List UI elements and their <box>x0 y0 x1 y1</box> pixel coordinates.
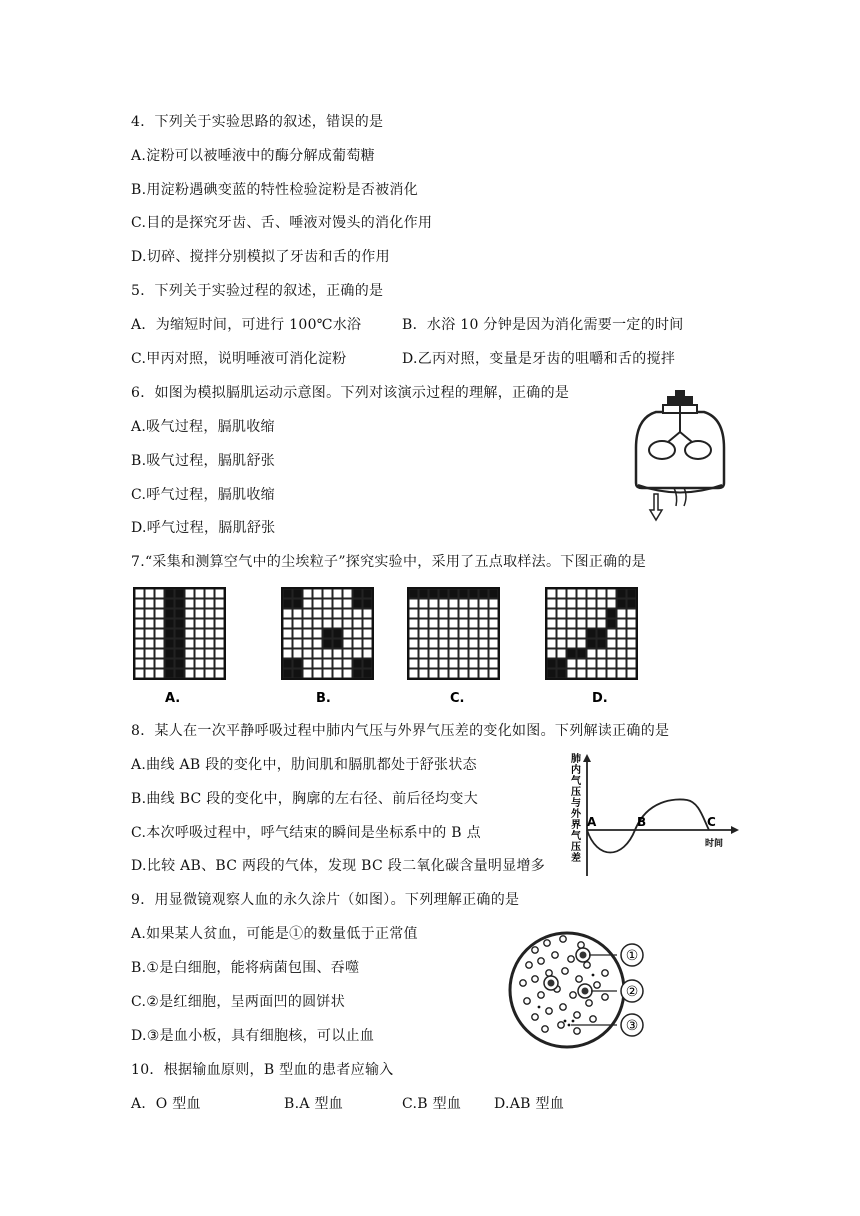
q4-stem: 4．下列关于实验思路的叙述，错误的是 <box>131 114 384 130</box>
cell-nucleus <box>580 952 587 959</box>
red-blood-cell <box>538 958 544 964</box>
red-blood-cell <box>560 1004 566 1010</box>
grid-b <box>282 588 373 679</box>
platelet <box>592 974 595 977</box>
grid-label-b: B. <box>316 691 331 706</box>
red-blood-cell <box>602 994 608 1000</box>
q5-option-d: D.乙丙对照，变量是牙齿的咀嚼和舌的搅拌 <box>402 351 676 367</box>
q4-option-a: A.淀粉可以被唾液中的酶分解成葡萄糖 <box>131 148 375 164</box>
microscope-field <box>510 933 624 1047</box>
q8-option-b: B.曲线 BC 段的变化中，胸廓的左右径、前后径均变大 <box>131 791 478 807</box>
q4-option-b: B.用淀粉遇碘变蓝的特性检验淀粉是否被消化 <box>131 182 419 198</box>
q7-stem: 7.“采集和测算空气中的尘埃粒子”探究实验中，采用了五点取样法。下图正确的是 <box>131 554 647 570</box>
red-blood-cell <box>574 1012 580 1018</box>
cell-nucleus <box>548 980 555 987</box>
red-blood-cell <box>584 962 590 968</box>
platelet <box>538 1006 541 1009</box>
red-blood-cell <box>552 952 558 958</box>
sampling-grids-figure <box>125 583 655 709</box>
cell-nucleus <box>582 988 589 995</box>
red-blood-cell <box>546 1008 552 1014</box>
q9-option-b: B.①是白细胞，能将病菌包围、吞噬 <box>131 960 360 976</box>
blood-smear-figure <box>505 925 665 1055</box>
q6-option-c: C.呼气过程，膈肌收缩 <box>131 487 275 503</box>
grid-label-c: C. <box>450 691 465 706</box>
q5-option-b: B．水浴 10 分钟是因为消化需要一定的时间 <box>402 317 684 333</box>
point-c-label: C <box>707 815 716 829</box>
svg-text:①: ① <box>625 948 639 964</box>
red-blood-cell <box>558 1022 564 1028</box>
q6-stem: 6．如图为模拟膈肌运动示意图。下列对该演示过程的理解，正确的是 <box>131 385 570 401</box>
q6-option-d: D.呼气过程，膈肌舒张 <box>131 520 276 536</box>
red-blood-cell <box>602 970 608 976</box>
platelet <box>564 1020 567 1023</box>
grid-d <box>546 588 637 679</box>
pressure-difference-graph <box>563 752 743 880</box>
grid-label-a: A. <box>165 691 181 706</box>
q8-option-d: D.比较 AB、BC 两段的气体，发现 BC 段二氧化碳含量明显增多 <box>131 858 546 874</box>
q5-stem: 5．下列关于实验过程的叙述，正确的是 <box>131 283 384 299</box>
red-blood-cell <box>532 976 538 982</box>
red-blood-cell <box>576 976 582 982</box>
bell-jar-diaphragm-model <box>628 388 738 528</box>
q10-option-c: C.B 型血 <box>402 1096 462 1112</box>
red-blood-cell <box>590 1016 596 1022</box>
red-blood-cell <box>524 998 530 1004</box>
svg-text:③: ③ <box>625 1018 639 1034</box>
grid-c <box>408 588 499 679</box>
q4-option-d: D.切碎、搅拌分别模拟了牙齿和舌的作用 <box>131 249 390 265</box>
q6-option-b: B.吸气过程，膈肌舒张 <box>131 453 276 469</box>
point-a-label: A <box>587 815 597 829</box>
q10-stem: 10．根据输血原则，B 型血的患者应输入 <box>131 1062 394 1078</box>
q10-option-a: A．O 型血 <box>131 1096 201 1112</box>
q5-option-a: A．为缩短时间，可进行 100℃水浴 <box>131 317 362 333</box>
red-blood-cell <box>546 970 552 976</box>
red-blood-cell <box>532 947 538 953</box>
pressure-curve <box>587 799 709 852</box>
red-blood-cell <box>568 956 574 962</box>
red-blood-cell <box>578 942 584 948</box>
platelet <box>572 1020 575 1023</box>
red-blood-cell <box>594 982 600 988</box>
graph-x-axis-label: 时间 <box>705 839 724 849</box>
svg-text:②: ② <box>625 984 639 1000</box>
red-blood-cell <box>532 1014 538 1020</box>
platelet <box>568 1024 571 1027</box>
red-blood-cell <box>562 968 568 974</box>
q5-option-c: C.甲丙对照，说明唾液可消化淀粉 <box>131 351 347 367</box>
red-blood-cell <box>520 980 526 986</box>
q6-option-a: A.吸气过程，膈肌收缩 <box>131 419 275 435</box>
q4-option-c: C.目的是探究牙齿、舌、唾液对馒头的消化作用 <box>131 215 433 231</box>
q8-option-c: C.本次呼吸过程中，呼气结束的瞬间是坐标系中的 B 点 <box>131 825 481 841</box>
q10-option-b: B.A 型血 <box>284 1096 344 1112</box>
red-blood-cell <box>526 962 532 968</box>
red-blood-cell <box>538 992 544 998</box>
q9-option-c: C.②是红细胞，呈两面凹的圆饼状 <box>131 994 346 1010</box>
q9-option-a: A.如果某人贫血，可能是①的数量低于正常值 <box>131 926 418 942</box>
point-b-label: B <box>637 815 647 829</box>
grid-label-d: D. <box>592 691 608 706</box>
red-blood-cell <box>574 1028 580 1034</box>
red-blood-cell <box>586 1000 592 1006</box>
q9-stem: 9．用显微镜观察人血的永久涂片（如图）。下列理解正确的是 <box>131 892 520 908</box>
q9-option-d: D.③是血小板，具有细胞核，可以止血 <box>131 1028 375 1044</box>
q8-option-a: A.曲线 AB 段的变化中，肋间肌和膈肌都处于舒张状态 <box>131 757 477 773</box>
grid-a <box>134 588 225 679</box>
q10-option-d: D.AB 型血 <box>494 1096 565 1112</box>
red-blood-cell <box>570 992 576 998</box>
red-blood-cell <box>560 936 566 942</box>
graph-y-axis-label: 肺内气压与外界气压差 <box>571 754 581 864</box>
red-blood-cell <box>542 1026 548 1032</box>
q8-stem: 8．某人在一次平静呼吸过程中肺内气压与外界气压差的变化如图。下列解读正确的是 <box>131 723 670 739</box>
red-blood-cell <box>544 940 550 946</box>
